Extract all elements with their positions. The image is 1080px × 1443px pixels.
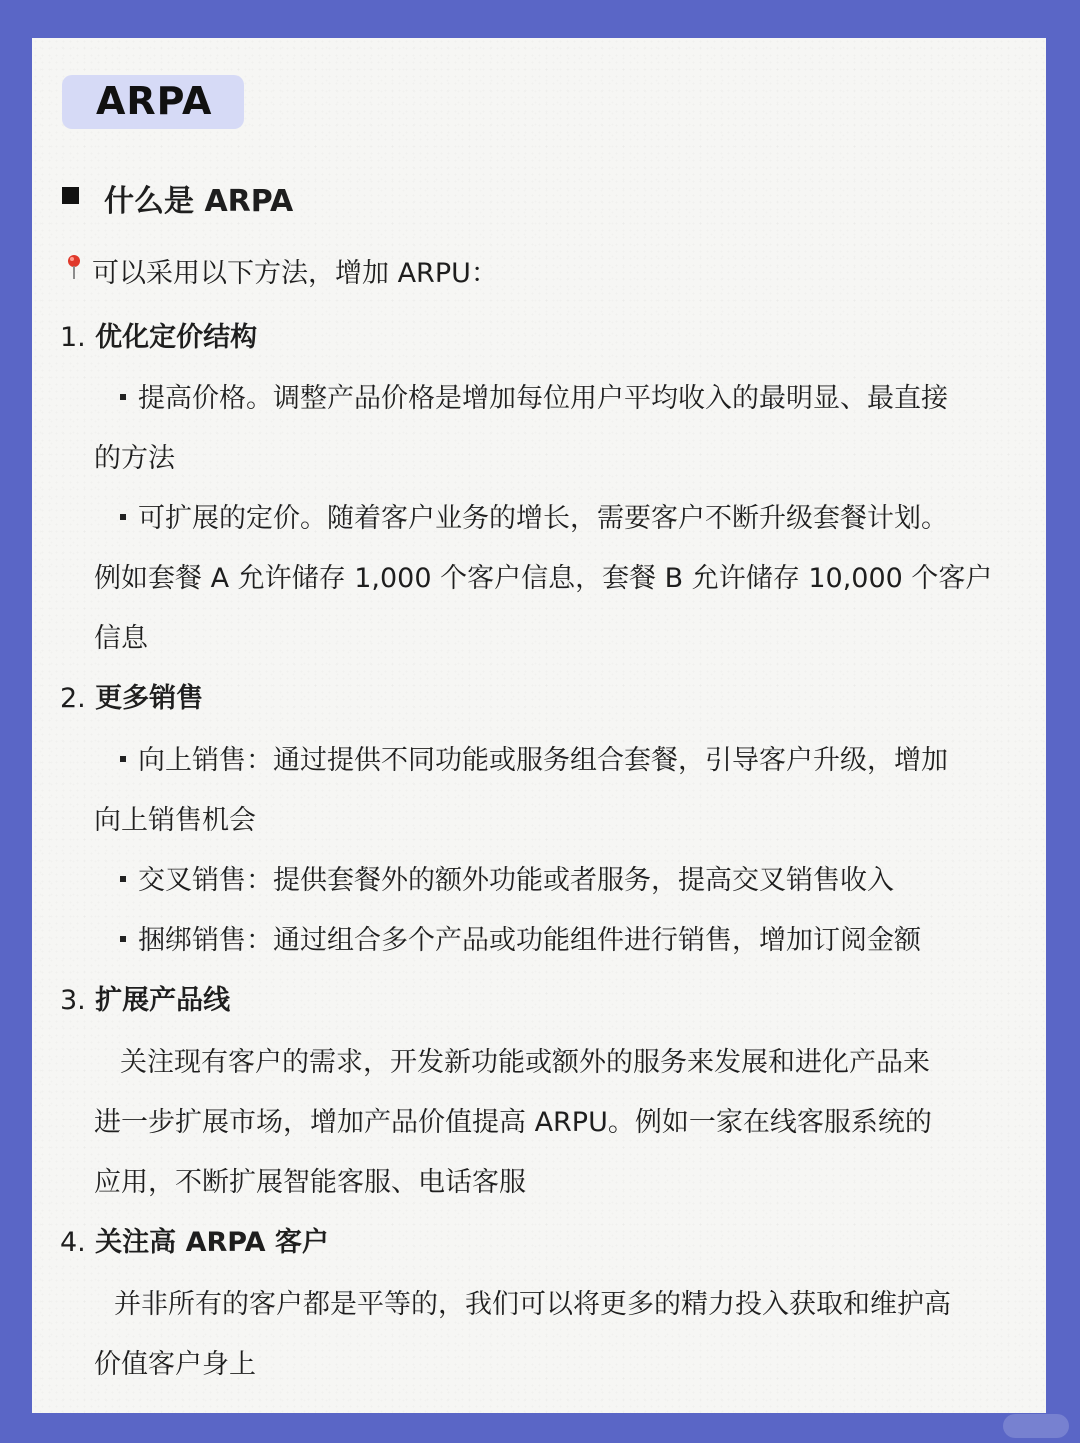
title-badge [62, 75, 244, 129]
item-title: 扩展产品线 [95, 985, 231, 1016]
item-number: 3. [60, 985, 86, 1016]
item-title: 优化定价结构 [95, 322, 258, 353]
list-item-text: 提高价格。调整产品价格是增加每位用户平均收入的最明显、最直接 [138, 383, 948, 414]
page-title: ARPA [96, 79, 213, 123]
item-heading-4 [60, 1220, 329, 1259]
small-square-bullet-icon [120, 936, 126, 942]
item-title: 关注高 ARPA 客户 [95, 1227, 329, 1258]
item-heading-2 [60, 676, 203, 715]
item-number: 2. [60, 683, 86, 714]
item-number: 4. [60, 1227, 86, 1258]
small-square-bullet-icon [120, 876, 126, 882]
watermark [1003, 1414, 1069, 1438]
list-item-continuation: 向上销售机会 [94, 805, 256, 836]
paragraph-line: 应用，不断扩展智能客服、电话客服 [94, 1167, 526, 1198]
item-title: 更多销售 [95, 683, 204, 714]
item-number: 1. [60, 322, 86, 353]
paragraph-line: 进一步扩展市场，增加产品价值提高 ARPU。例如一家在线客服系统的 [94, 1107, 932, 1138]
list-item-continuation: 例如套餐 A 允许储存 1,000 个客户信息，套餐 B 允许储存 10,000 个客户 [94, 563, 993, 594]
section-heading: 什么是 ARPA [104, 184, 294, 219]
list-item-continuation: 的方法 [94, 443, 175, 474]
item-heading-1 [60, 315, 257, 354]
list-item-text: 交叉销售：提供套餐外的额外功能或者服务，提高交叉销售收入 [138, 865, 894, 896]
list-item [120, 858, 894, 897]
paragraph-line: 关注现有客户的需求，开发新功能或额外的服务来发展和进化产品来 [120, 1047, 930, 1078]
intro-text: 可以采用以下方法，增加 ARPU： [92, 258, 498, 289]
list-item [120, 918, 921, 957]
small-square-bullet-icon [120, 514, 126, 520]
pushpin-icon [66, 254, 82, 280]
paragraph-line: 价值客户身上 [94, 1349, 256, 1380]
document-page [32, 38, 1046, 1413]
list-item [120, 496, 948, 535]
list-item [120, 376, 948, 415]
list-item-continuation: 信息 [94, 623, 148, 654]
list-item-text: 捆绑销售：通过组合多个产品或功能组件进行销售，增加订阅金额 [138, 925, 921, 956]
small-square-bullet-icon [120, 756, 126, 762]
black-square-icon [62, 187, 79, 204]
list-item [120, 738, 948, 777]
item-heading-3 [60, 978, 230, 1017]
small-square-bullet-icon [120, 394, 126, 400]
paragraph-line: 并非所有的客户都是平等的，我们可以将更多的精力投入获取和维护高 [114, 1289, 951, 1320]
list-item-text: 向上销售：通过提供不同功能或服务组合套餐，引导客户升级，增加 [138, 745, 948, 776]
list-item-text: 可扩展的定价。随着客户业务的增长，需要客户不断升级套餐计划。 [138, 503, 948, 534]
